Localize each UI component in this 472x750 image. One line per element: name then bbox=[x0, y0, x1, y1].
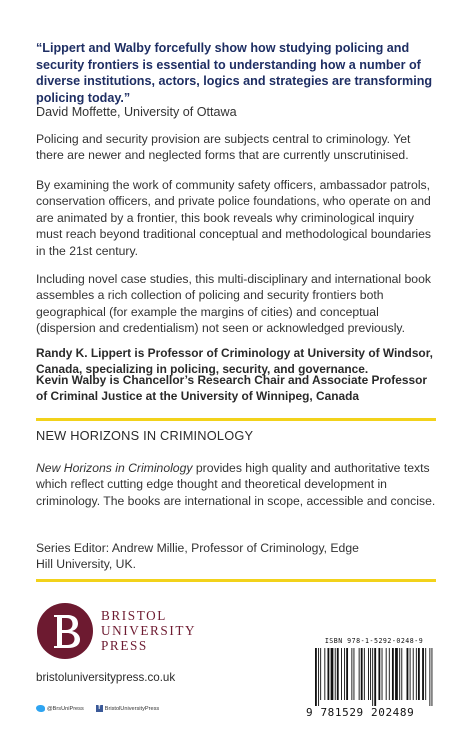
publisher-name-line-2: UNIVERSITY bbox=[101, 623, 197, 639]
barcode-bar bbox=[335, 648, 336, 700]
barcode-bar bbox=[395, 648, 398, 700]
barcode-bar bbox=[401, 648, 402, 700]
barcode-bar bbox=[344, 648, 345, 700]
barcode-bar bbox=[386, 648, 387, 700]
barcode-bar bbox=[320, 648, 321, 700]
blurb-paragraph-3: Including novel case studies, this multi-disciplinary and international book assembles a rich collection of policing and security frontiers both geographical (for example the margins of cities) and conceptual (dispersion and credentialism) not seen or acknowledged previously. bbox=[36, 272, 431, 336]
barcode-bar bbox=[351, 648, 352, 700]
barcode-bar bbox=[353, 648, 354, 700]
endorsement-attribution: David Moffette, University of Ottawa bbox=[36, 105, 237, 119]
publisher-website[interactable]: bristoluniversitypress.co.uk bbox=[36, 671, 176, 684]
barcode-bar bbox=[364, 648, 365, 700]
series-title: NEW HORIZONS IN CRIMINOLOGY bbox=[36, 428, 254, 443]
barcode-bar bbox=[410, 648, 411, 700]
isbn-label: ISBN 978-1-5292-0248-9 bbox=[324, 637, 424, 645]
series-name-italic: New Horizons in Criminology bbox=[36, 461, 193, 475]
social-links bbox=[36, 705, 159, 712]
barcode-bar bbox=[378, 648, 380, 700]
series-description-text: provides high quality and authoritative texts which reflect cutting edge thought and theoretical development in criminology. The books are international in scope, accessible and concise. bbox=[36, 461, 436, 508]
barcode-digits: 9 781529 202489 bbox=[306, 706, 415, 719]
barcode-bar bbox=[429, 648, 430, 706]
blurb-paragraph-1: Policing and security provision are subjects central to criminology. Yet there are newer and neglected forms that are currently unscrutinised. bbox=[36, 132, 411, 163]
publisher-name-line-1: BRISTOL bbox=[101, 608, 167, 623]
barcode-bar bbox=[327, 648, 329, 700]
barcode-bar bbox=[318, 648, 319, 706]
barcode-bar bbox=[431, 648, 432, 706]
divider-top bbox=[36, 418, 436, 421]
facebook-handle[interactable]: BristolUniversityPress bbox=[104, 705, 160, 712]
barcode-bar bbox=[374, 648, 376, 706]
barcode-bar bbox=[422, 648, 424, 700]
twitter-icon bbox=[36, 705, 45, 712]
barcode-bar bbox=[382, 648, 383, 700]
twitter-handle[interactable]: @BrsUniPress bbox=[47, 705, 84, 712]
barcode-bar bbox=[315, 648, 317, 706]
barcode-bar bbox=[418, 648, 420, 700]
author-bio-walby: Kevin Walby is Chancellor’s Research Chair and Associate Professor of Criminal Justice at the University of Winnipeg, Canada bbox=[36, 373, 427, 404]
barcode-bar bbox=[372, 648, 373, 706]
barcode-bar bbox=[407, 648, 409, 700]
barcode-bar bbox=[337, 648, 339, 700]
barcode-bar bbox=[324, 648, 325, 700]
barcode-bar bbox=[361, 648, 363, 700]
series-editor: Series Editor: Andrew Millie, Professor of Criminology, Edge Hill University, UK. bbox=[36, 541, 359, 572]
divider-bottom bbox=[36, 579, 436, 582]
barcode-bar bbox=[413, 648, 414, 700]
barcode-bar bbox=[331, 648, 334, 700]
barcode-bar bbox=[389, 648, 390, 700]
author-bio-lippert: Randy K. Lippert is Professor of Criminology at University of Windsor, Canada, specializing in policing, security, and governance. bbox=[36, 346, 433, 377]
barcode-bar bbox=[416, 648, 417, 700]
barcode-bar bbox=[368, 648, 369, 700]
barcode-bar bbox=[399, 648, 400, 700]
barcode-bar bbox=[341, 648, 342, 700]
barcode-bar bbox=[346, 648, 348, 700]
publisher-name bbox=[101, 608, 196, 654]
series-description bbox=[36, 460, 436, 509]
isbn-barcode bbox=[314, 648, 434, 706]
barcode-bar bbox=[425, 648, 426, 700]
publisher-name-line-3: PRESS bbox=[101, 638, 148, 654]
facebook-icon: f bbox=[96, 705, 103, 712]
barcode-bar bbox=[370, 648, 371, 700]
endorsement-quote: “Lippert and Walby forcefully show how studying policing and security frontiers is essential to understanding how a number of diverse institutions, actors, logics and strategies are transforming policing today.” bbox=[36, 41, 433, 105]
barcode-bar bbox=[392, 648, 394, 700]
bristol-university-press-logo-icon bbox=[36, 602, 94, 660]
blurb-paragraph-2: By examining the work of community safety officers, ambassador patrols, conservation officers, and private police foundations, who operate on and are animated by a frontier, this book reveals why criminological inquiry must reach beyond traditional conceptual and methodological boundaries in the 21st century. bbox=[36, 178, 431, 258]
barcode-bar bbox=[359, 648, 360, 700]
